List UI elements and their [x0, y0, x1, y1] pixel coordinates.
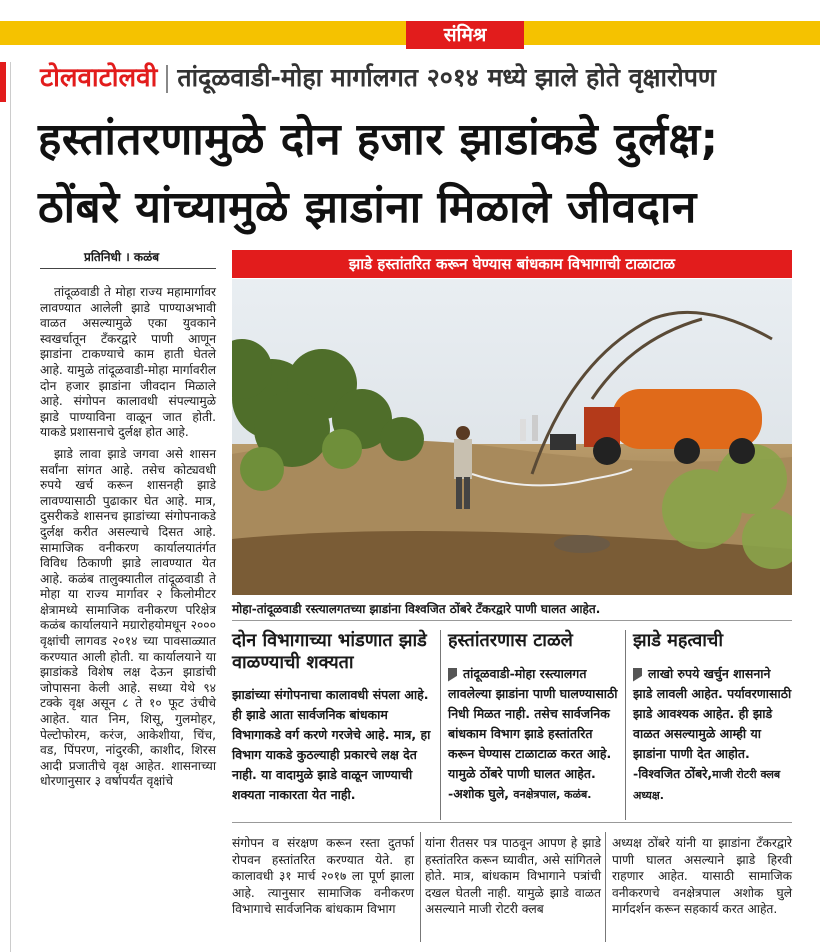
quote-signature-role: माजी रोटरी क्लब अध्यक्ष.: [633, 768, 781, 802]
byline: प्रतिनिधी । कळंब: [84, 250, 160, 264]
section-rule: [232, 822, 792, 823]
bottom-column: संगोपन व संरक्षण करून रस्ता दुतर्फा रोपवन हस्तांतरित करण्यात येते. हा कालावधी ३१ मार्च २०१७ ला पूर्ण झाला आहे. त्यानुसार सामाजिक वनीकरण विभागाचे सार्वजनिक बांधकाम विभाग: [232, 836, 414, 916]
column-heading: झाडे महत्वाची: [633, 630, 724, 651]
quote-text: तांदूळवाडी-मोहा रस्त्यालगत लावलेल्या झाडांना पाणी घालण्यासाठी निधी मिळत नाही. तसेच सार्वजनिक बांधकाम विभाग झाडे हस्तांतरित करून घेण्यास टाळाटाळ करत आहे. यामुळे ठोंबरे पाणी घालत आहेत.: [448, 666, 618, 781]
next-page-edge: [804, 180, 820, 950]
column-divider: [605, 832, 606, 942]
quote-text: लाखो रुपये खर्चुन शासनाने झाडे लावली आहेत. पर्यावरणासाठी झाडे आवश्यक आहेत. ही झाडे वाळत असल्यामुळे आम्ही या झाडांना पाणी देत आहोत.: [633, 666, 792, 761]
headline-line-1: हस्तांतरणामुळे दोन हजार झाडांकडे दुर्लक्ष;: [38, 114, 719, 165]
edge-accent: [0, 62, 6, 102]
photo-caption: मोहा-तांदूळवाडी रस्त्यालगतच्या झाडांना विश्वजित ठोंबरे टँकरद्वारे पाणी घालत आहेत.: [232, 602, 601, 616]
column-heading: दोन विभागाच्या भांडणात झाडे वाळण्याची शक्यता: [232, 630, 427, 673]
kicker: [40, 62, 716, 94]
quote-signature: -अशोक घुले,: [448, 786, 510, 801]
article-paragraph: तांदूळवाडी ते मोहा राज्य महामार्गावर लावण्यात आलेली झाडे पाण्याअभावी वाळत असल्यामुळे एका युवकाने स्वखर्चातून टँकरद्वारे पाणी आणून झाडांना टाकण्याचे काम हाती घेतले आहे. यामुळे तांदूळवाडी-मोहा मार्गावरील दोन हजार झाडांना जीवदान मिळाले आहे. संगोपन कालावधी संपल्यामुळे झाडे पाण्याविना वाळून जात होती. याकडे प्रशासनाचे दुर्लक्ष होत आहे.: [40, 285, 216, 440]
bottom-column: अध्यक्ष ठोंबरे यांनी या झाडांना टँकरद्वारे पाणी घालत असल्याने झाडे हिरवी राहणार आहेत. यासाठी सामाजिक वनीकरणचे वनक्षेत्रपाल अशोक घुले मार्गदर्शन करून सहकार्य करत आहेत.: [612, 836, 792, 916]
quote-signature: -विश्वजित ठोंबरे,: [633, 766, 713, 781]
previous-page-edge: [0, 62, 11, 952]
quote-box: [633, 664, 793, 806]
byline-rule: [40, 268, 216, 269]
main-article: [40, 285, 216, 796]
article-paragraph: झाडे लावा झाडे जगवा असे शासन सर्वांना सांगत आहे. तसेच कोट्यवधी रुपये खर्च करून शासनही झाडे लावण्यासाठी पुढाकार घेत आहे. मात्र, दुसरीकडे शासनच झाडांच्या संगोपनाकडे दुर्लक्ष करीत असल्याचे दिसत आहे. सामाजिक वनीकरण कार्यालयातंर्गत विविध ठिकाणी झाडे लावण्यात येत आहे. कळंब तालुक्यातील तांदूळवाडी ते मोहा या राज्य मार्गावर २ किलोमीटर क्षेत्रामध्ये सामाजिक वनीकरण परिक्षेत्र कळंब कार्यालयाने मग्रारोहयोमधून २००० वृक्षांची लागवड २०१४ च्या पावसाळ्यात करण्यात आली होती. या कार्यालयाने या झाडांकडे विशेष लक्ष देऊन झाडांची जोपासना केली आहे. सध्या येथे ९४ टक्के वृक्ष असून ८ ते १० फूट उंचीचे आहेत. यात निम, शिसू, गुलमोहर, पेल्टोफोरम, करंज, आकेशीया, चिंच, वड, पिंपरण, नांदुरकी, काशीद, शिरस आदी प्रजातीचे वृक्ष आहेत. शासनाच्या धोरणानुसार ३ वर्षापर्यंत वृक्षांचे: [40, 446, 216, 789]
section-label: संमिश्र: [406, 21, 524, 49]
column-divider: [440, 630, 441, 820]
caption-rule: [232, 620, 792, 621]
bottom-column: यांना रीतसर पत्र पाठवून आपण हे झाडे हस्तांतरित करून घ्यावीत, असे सांगितले होते. मात्र, बांधकाम विभागाने पत्रांची दखल घेतली नाही. यामुळे झाडे वाळत असल्याने माजी रोटरी क्लब: [425, 836, 601, 916]
quote-icon: [633, 668, 642, 682]
kicker-brand: टोलवाटोलवी: [40, 63, 158, 93]
kicker-subhead: तांदूळवाडी-मोहा मार्गालगत २०१४ मध्ये झाले होते वृक्षारोपण: [177, 63, 717, 92]
quote-signature-role: वनक्षेत्रपाल, कळंब.: [513, 788, 592, 801]
column-divider: [625, 630, 626, 820]
quote-icon: [448, 668, 457, 682]
kicker-divider: [166, 65, 168, 93]
column-divider: [420, 832, 421, 942]
photo-title-band: झाडे हस्तांतरित करून घेण्यास बांधकाम विभागाची टाळाटाळ: [232, 250, 792, 278]
headline-line-2: ठोंबरे यांच्यामुळे झाडांना मिळाले जीवदान: [38, 182, 697, 233]
quote-box: [448, 664, 618, 805]
news-photo: [232, 279, 792, 595]
column-heading: हस्तांतरणास टाळले: [448, 630, 573, 651]
column-text: झाडांच्या संगोपनाचा कालावधी संपला आहे. ही झाडे आता सार्वजनिक बांधकाम विभागाकडे वर्ग करणे गरजेचे आहे. मात्र, हा विभाग याकडे कुठल्याही प्रकारचे लक्ष देत नाही. या वादामुळे झाडे वाळून जाण्याची शक्यता नाकारता येत नाही.: [232, 687, 431, 802]
